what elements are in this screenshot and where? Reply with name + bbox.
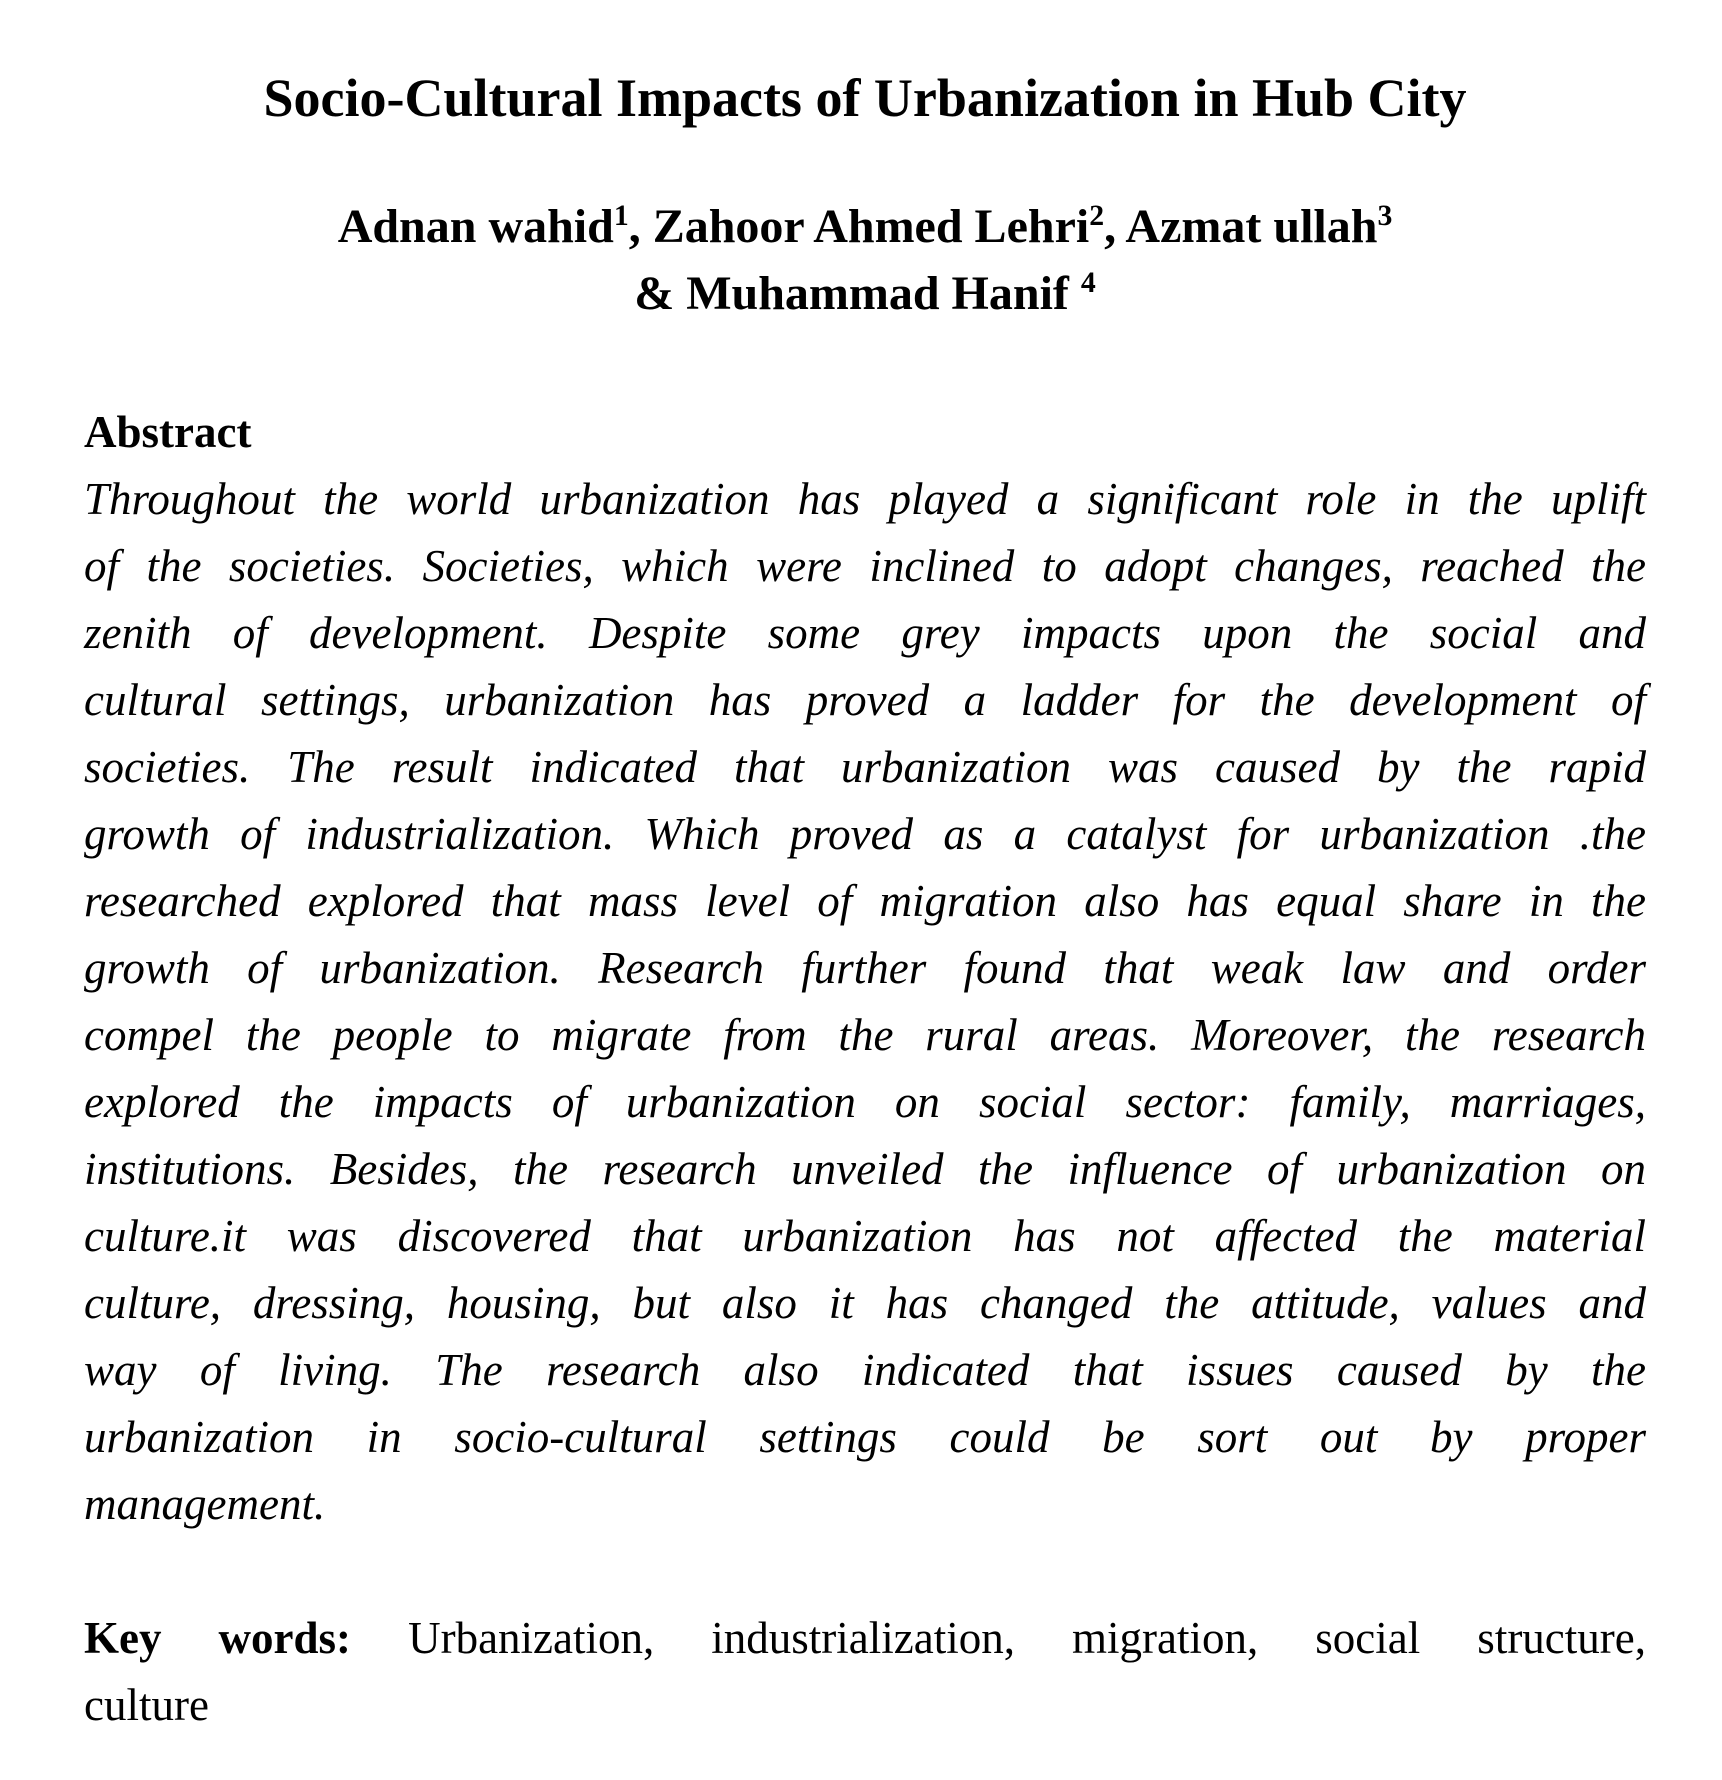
abstract-line: culture, dressing, housing, but also it has changed the attitude, values and	[84, 1278, 1646, 1328]
abstract-line: explored the impacts of urbanization on social sector: family, marriages,	[84, 1077, 1646, 1127]
text-segment: & Muhammad Hanif	[634, 267, 1081, 320]
abstract-line: way of living. The research also indicated that issues caused by the	[84, 1345, 1646, 1395]
authors-line-2	[84, 260, 1646, 327]
author-superscript: 1	[613, 199, 629, 232]
keywords-line-1	[84, 1605, 1646, 1672]
text-segment: , Azmat ullah	[1104, 200, 1378, 253]
abstract-line: compel the people to migrate from the rural areas. Moreover, the research	[84, 1010, 1646, 1060]
author-superscript: 3	[1377, 199, 1393, 232]
abstract-line: growth of urbanization. Research further found that weak law and order	[84, 943, 1646, 993]
abstract-heading: Abstract	[84, 407, 252, 457]
abstract-line: cultural settings, urbanization has proved a ladder for the development of	[84, 675, 1646, 725]
authors-line-1	[84, 193, 1646, 260]
text-segment: Urbanization, industrialization, migration, social structure,	[351, 1613, 1646, 1663]
abstract-line: urbanization in socio-cultural settings could be sort out by proper	[84, 1412, 1646, 1462]
keywords-block	[84, 1605, 1646, 1739]
abstract-line: Throughout the world urbanization has played a significant role in the uplift	[84, 474, 1646, 524]
abstract-line: of the societies. Societies, which were inclined to adopt changes, reached the	[84, 541, 1646, 591]
abstract-line: growth of industrialization. Which proved as a catalyst for urbanization .the	[84, 809, 1646, 859]
abstract-line: management.	[84, 1479, 326, 1529]
abstract-text	[84, 466, 1646, 1538]
keywords-line-2: culture	[84, 1680, 209, 1730]
author-superscript: 4	[1080, 266, 1096, 299]
page-title: Socio-Cultural Impacts of Urbanization in Hub City	[263, 68, 1467, 128]
authors-block	[84, 193, 1646, 327]
text-segment: Key words:	[84, 1613, 352, 1663]
text-segment: , Zahoor Ahmed Lehri	[628, 200, 1090, 253]
abstract-line: researched explored that mass level of migration also has equal share in the	[84, 876, 1646, 926]
abstract-line: societies. The result indicated that urbanization was caused by the rapid	[84, 742, 1646, 792]
abstract-line: institutions. Besides, the research unveiled the influence of urbanization on	[84, 1144, 1646, 1194]
author-superscript: 2	[1089, 199, 1105, 232]
abstract-line: zenith of development. Despite some grey impacts upon the social and	[84, 608, 1646, 658]
abstract-line: culture.it was discovered that urbanization has not affected the material	[84, 1211, 1646, 1261]
text-segment: Adnan wahid	[337, 200, 614, 253]
